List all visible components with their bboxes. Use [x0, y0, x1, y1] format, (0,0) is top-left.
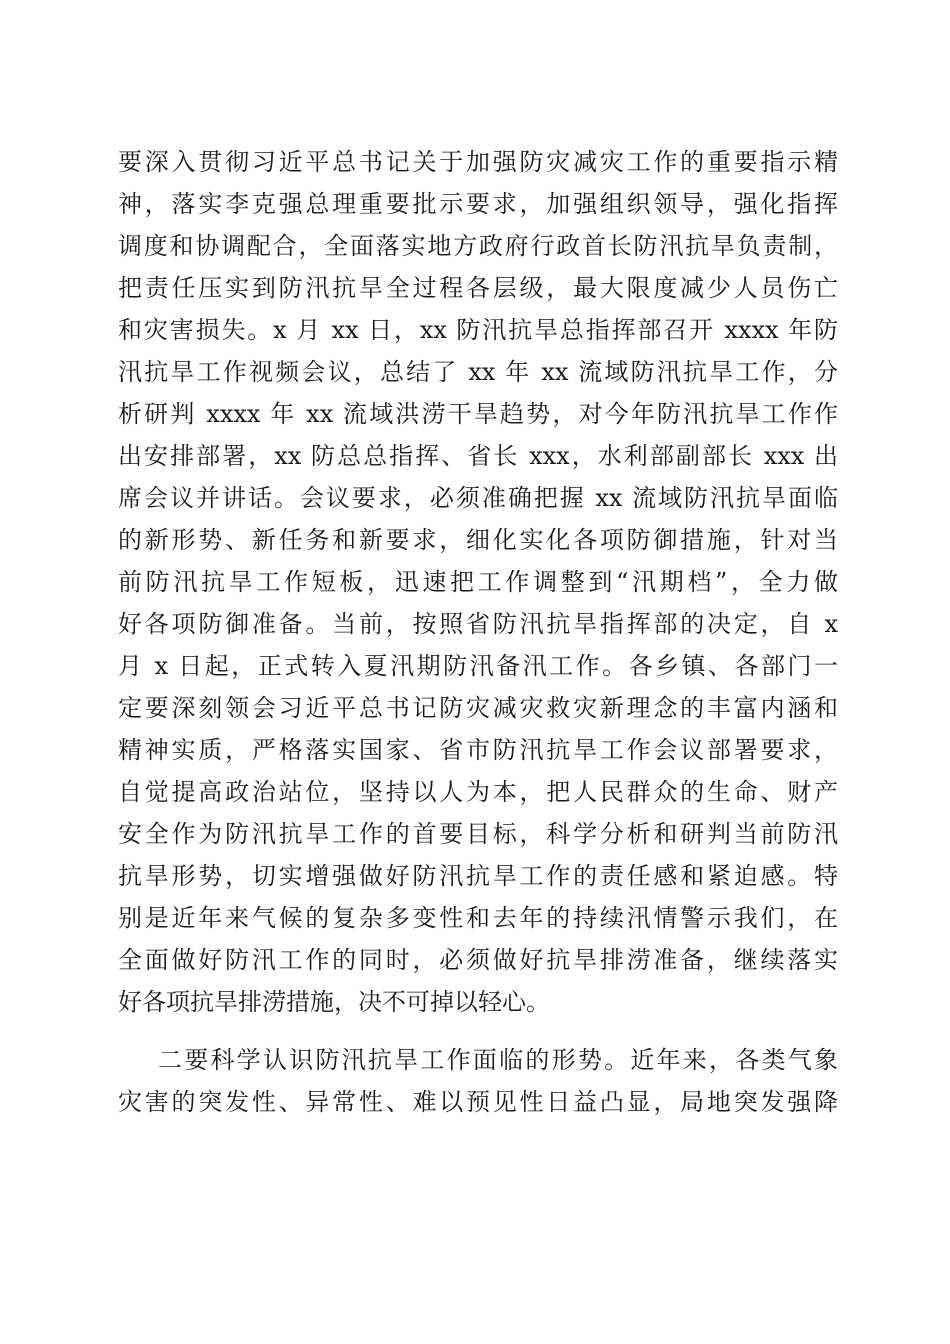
paragraph-2	[118, 1039, 838, 1123]
text-line: 神，落实李克强总理重要批示要求，加强组织领导，强化指挥	[118, 190, 838, 218]
text-line: 出安排部署，xx 防总总指挥、省长 xxx，水利部副部长 xxx 出	[118, 442, 838, 470]
text-line: 汛抗旱工作视频会议，总结了 xx 年 xx 流域防汛抗旱工作，分	[118, 358, 838, 386]
paragraph-spacer	[118, 1023, 838, 1039]
text-line: 好各项防御准备。当前，按照省防汛抗旱指挥部的决定，自 x	[118, 610, 838, 638]
text-line: 要深入贯彻习近平总书记关于加强防灾减灾工作的重要指示精	[118, 148, 838, 176]
text-line: 析研判 xxxx 年 xx 流域洪涝干旱趋势，对今年防汛抗旱工作作	[118, 400, 838, 428]
text-line: 把责任压实到防汛抗旱全过程各层级，最大限度减少人员伤亡	[118, 274, 838, 302]
text-line: 二要科学认识防汛抗旱工作面临的形势。近年来，各类气象	[158, 1046, 838, 1074]
text-line: 月 x 日起，正式转入夏汛期防汛备汛工作。各乡镇、各部门一	[118, 652, 838, 680]
paragraph-1	[118, 141, 838, 1023]
text-line: 的新形势、新任务和新要求，细化实化各项防御措施，针对当	[118, 526, 838, 554]
text-line: 精神实质，严格落实国家、省市防汛抗旱工作会议部署要求，	[118, 736, 838, 764]
text-line: 灾害的突发性、异常性、难以预见性日益凸显，局地突发强降	[118, 1088, 838, 1116]
text-line: 和灾害损失。x 月 xx 日，xx 防汛抗旱总指挥部召开 xxxx 年防	[118, 316, 838, 344]
text-line: 抗旱形势，切实增强做好防汛抗旱工作的责任感和紧迫感。特	[118, 862, 838, 890]
text-line: 全面做好防汛工作的同时，必须做好抗旱排涝准备，继续落实	[118, 946, 838, 974]
text-line: 好各项抗旱排涝措施，决不可掉以轻心。	[118, 988, 550, 1016]
text-line: 自觉提高政治站位，坚持以人为本，把人民群众的生命、财产	[118, 778, 838, 806]
text-line: 席会议并讲话。会议要求，必须准确把握 xx 流域防汛抗旱面临	[118, 484, 838, 512]
text-line: 调度和协调配合，全面落实地方政府行政首长防汛抗旱负责制，	[118, 232, 838, 260]
text-line: 安全作为防汛抗旱工作的首要目标，科学分析和研判当前防汛	[118, 820, 838, 848]
text-line: 定要深刻领会习近平总书记防灾减灾救灾新理念的丰富内涵和	[118, 694, 838, 722]
document-body	[118, 141, 838, 1123]
text-line: 别是近年来气候的复杂多变性和去年的持续汛情警示我们，在	[118, 904, 838, 932]
text-line: 前防汛抗旱工作短板，迅速把工作调整到“汛期档”，全力做	[118, 568, 838, 596]
